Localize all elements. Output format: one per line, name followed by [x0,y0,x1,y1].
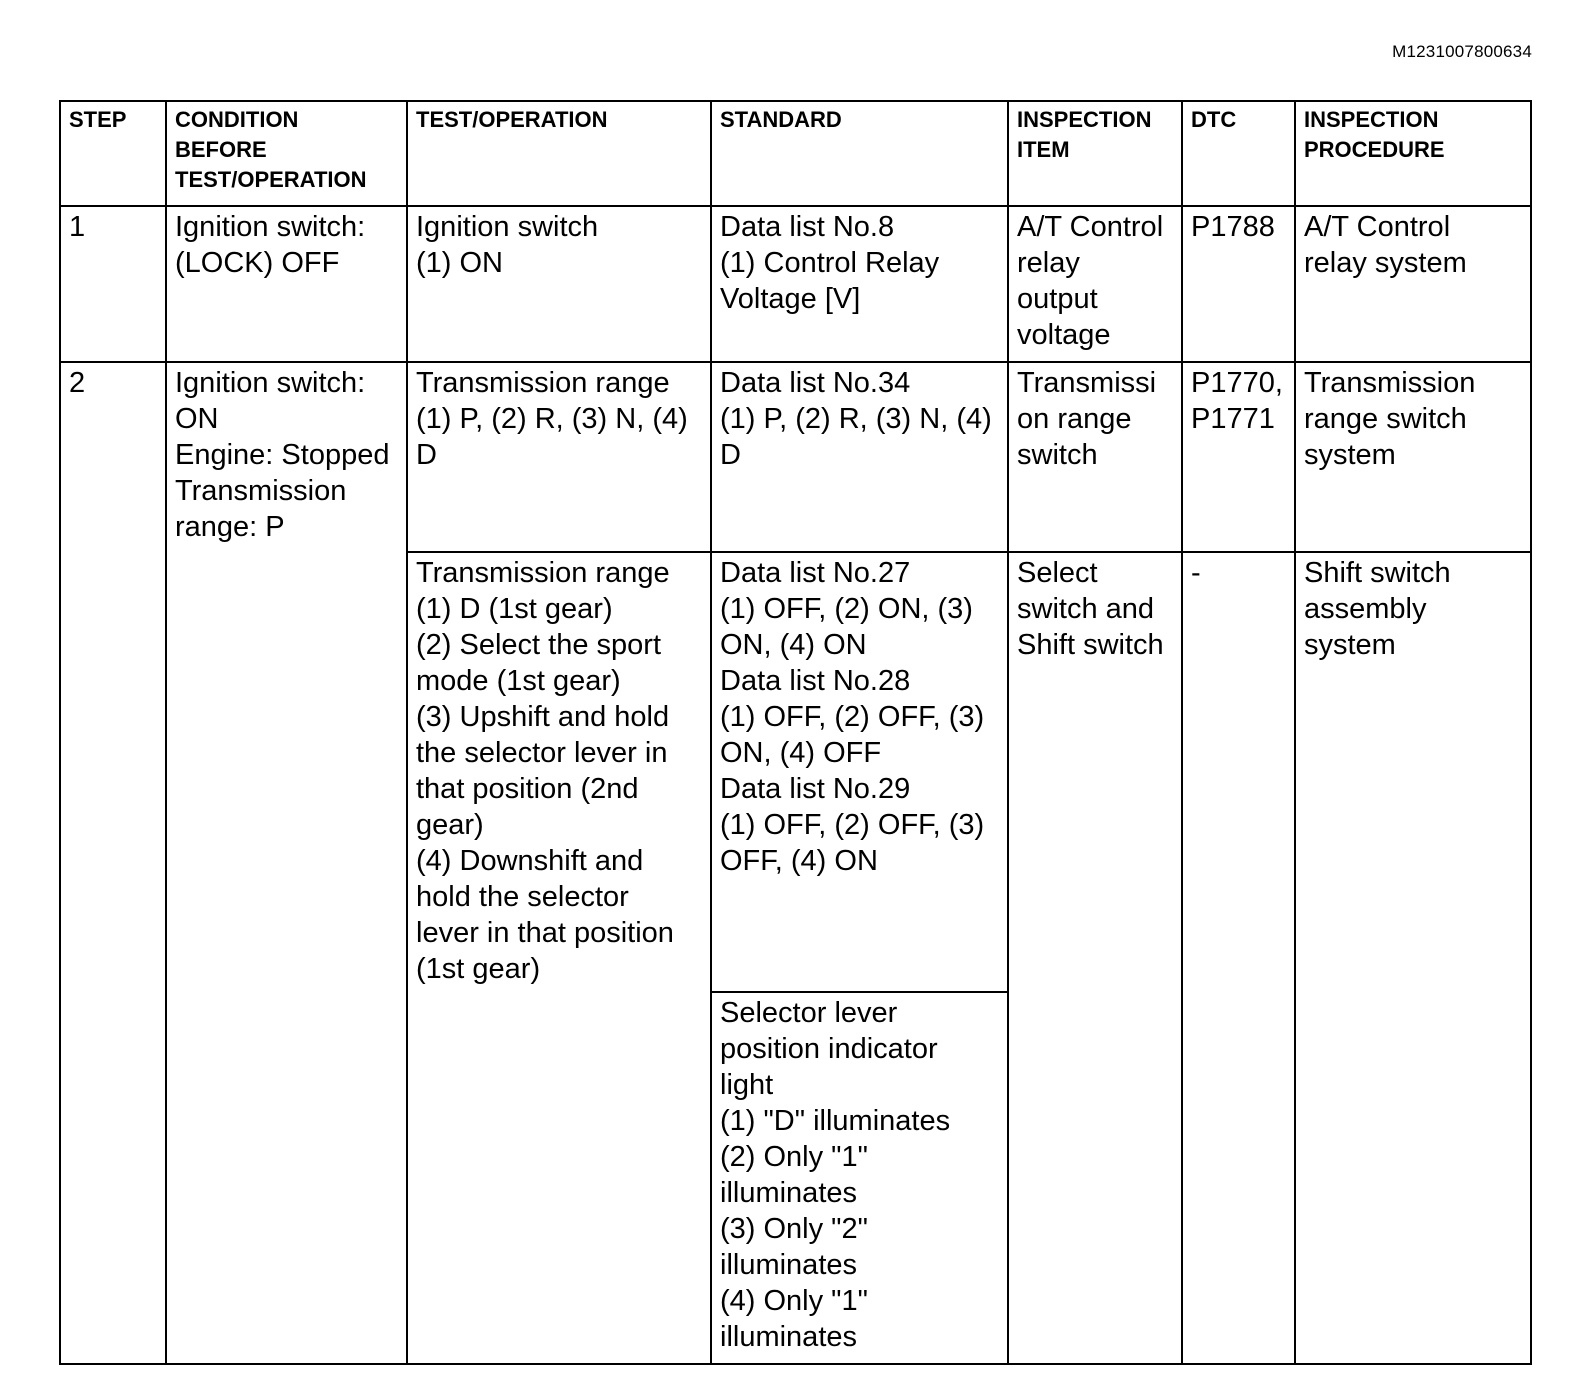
header-inspection-item: INSPECTION ITEM [1008,101,1182,206]
condition-cell: Ignition switch: ON Engine: Stopped Transmission range: P [166,362,407,1364]
dtc-cell: P1788 [1182,206,1295,362]
dtc-cell: P1770, P1771 [1182,362,1295,552]
header-row [60,101,1531,206]
table-row [60,206,1531,362]
table-row [60,362,1531,552]
test-operation-cell: Ignition switch (1) ON [407,206,711,362]
step-cell: 1 [60,206,166,362]
header-test-operation: TEST/OPERATION [407,101,711,206]
header-condition: CONDITION BEFORE TEST/OPERATION [166,101,407,206]
test-operation-cell: Transmission range (1) P, (2) R, (3) N, (4) D [407,362,711,552]
test-operation-cell: Transmission range (1) D (1st gear) (2) Select the sport mode (1st gear) (3) Upshift and hold the selector lever in that position (2nd gear) (4) Downshift and hold the selector lever in that position (1st gear) [407,552,711,1364]
dtc-cell: - [1182,552,1295,1364]
header-standard: STANDARD [711,101,1008,206]
inspection-item-cell: A/T Control relay output voltage [1008,206,1182,362]
condition-cell: Ignition switch: (LOCK) OFF [166,206,407,362]
standard-cell: Data list No.8 (1) Control Relay Voltage [V] [711,206,1008,362]
inspection-procedure-cell: Transmission range switch system [1295,362,1531,552]
step-cell: 2 [60,362,166,1364]
inspection-procedure-cell: Shift switch assembly system [1295,552,1531,1364]
inspection-item-cell: Transmissi on range switch [1008,362,1182,552]
inspection-table [59,100,1532,1365]
header-step: STEP [60,101,166,206]
inspection-item-cell: Select switch and Shift switch [1008,552,1182,1364]
document-id: M1231007800634 [1392,42,1532,61]
inspection-procedure-cell: A/T Control relay system [1295,206,1531,362]
standard-cell-indicator-light: Selector lever position indicator light (1) "D" illuminates (2) Only "1" illuminates (3) Only "2" illuminates (4) Only "1" illuminates [711,992,1008,1364]
standard-cell: Data list No.34 (1) P, (2) R, (3) N, (4) D [711,362,1008,552]
standard-cell: Data list No.27 (1) OFF, (2) ON, (3) ON, (4) ON Data list No.28 (1) OFF, (2) OFF, (3) ON, (4) OFF Data list No.29 (1) OFF, (2) OFF, (3) OFF, (4) ON [711,552,1008,992]
header-dtc: DTC [1182,101,1295,206]
header-inspection-procedure: INSPECTION PROCEDURE [1295,101,1531,206]
